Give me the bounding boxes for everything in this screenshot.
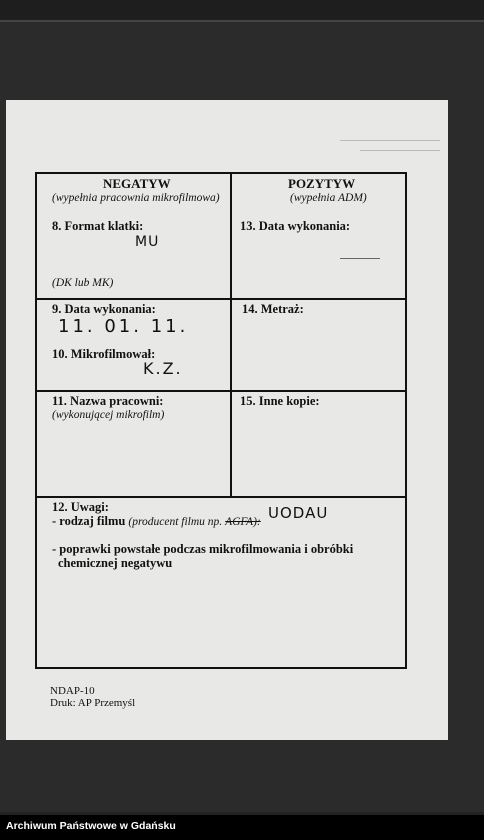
rodzaj-filmu-line [52,514,261,529]
inne-kopie-label: 15. Inne kopie: [240,394,320,408]
mikrofilmowal-label: 10. Mikrofilmował: [52,347,156,361]
negatyw-title: NEGATYW [103,176,171,191]
negatyw-subtitle: (wypełnia pracownia mikrofilmowa) [52,192,220,204]
row-divider [35,390,407,392]
scratch-mark [340,140,440,141]
pozytyw-subtitle: (wypełnia ADM) [290,192,367,204]
poprawki-line-2: chemicznej negatywu [58,556,173,570]
archive-name: Archiwum Państwowe w Gdańsku [6,820,176,832]
uwagi-label: 12. Uwagi: [52,500,109,514]
data-wykonania-9-label: 9. Data wykonania: [52,302,156,316]
mikrofilmowal-value: K.Z. [143,359,183,378]
data-wykonania-9-value: 11. 01. 11. [58,316,189,337]
nazwa-pracowni-subtitle: (wykonującej mikrofilm) [52,409,165,421]
row-divider [35,496,407,498]
rodzaj-filmu-value: UODAU [268,504,329,522]
archive-footer [0,815,484,840]
poprawki-line: - poprawki powstałe podczas mikrofilmowania i obróbki [52,542,354,556]
format-klatki-label: 8. Format klatki: [52,219,144,233]
rodzaj-filmu-label: - rodzaj filmu [52,514,126,528]
format-klatki-note: (DK lub MK) [52,277,114,289]
format-klatki-value: MU [135,234,160,250]
print-code: NDAP-10 [50,685,95,697]
metraz-label: 14. Metraż: [242,302,304,316]
agfa-struck: AGFA): [225,516,261,528]
pozytyw-title: POZYTYW [288,176,356,191]
data-wykonania-13-label: 13. Data wykonania: [240,219,351,233]
row-divider [35,298,407,300]
nazwa-pracowni-label: 11. Nazwa pracowni: [52,394,164,408]
column-divider [230,172,232,498]
print-source: Druk: AP Przemyśl [50,697,136,709]
scratch-mark [360,150,440,151]
producent-filmu-note: (producent filmu np. [128,516,223,528]
